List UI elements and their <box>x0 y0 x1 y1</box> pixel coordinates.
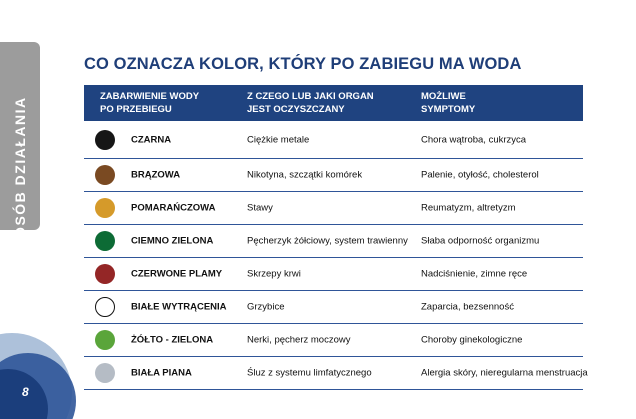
table-row <box>84 291 583 324</box>
table-body <box>84 121 588 390</box>
organ-cell: Śluz z systemu limfatycznego <box>247 367 372 379</box>
color-name: CZERWONE PLAMY <box>131 268 223 280</box>
table-row <box>84 225 583 258</box>
color-name: ŻÓŁTO - ZIELONA <box>131 334 214 346</box>
table-row <box>84 121 583 159</box>
organ-cell: Ciężkie metale <box>247 134 310 145</box>
sidebar-label: SPOSÓB DZIAŁANIA <box>12 96 28 260</box>
table-row <box>84 159 583 192</box>
symptoms-cell: Choroby ginekologiczne <box>421 334 523 346</box>
color-name: CZARNA <box>131 134 172 145</box>
color-name: BIAŁA PIANA <box>131 367 192 379</box>
symptoms-cell: Alergia skóry, nieregularna menstruacja <box>421 367 588 379</box>
color-swatch-icon <box>95 297 115 317</box>
table-row <box>84 324 583 357</box>
organ-cell: Nerki, pęcherz moczowy <box>247 334 351 346</box>
sidebar-tab <box>0 42 40 260</box>
table-row <box>84 357 588 390</box>
organ-cell: Grzybice <box>247 301 285 313</box>
symptoms-cell: Chora wątroba, cukrzyca <box>421 134 527 145</box>
color-name: CIEMNO ZIELONA <box>131 235 214 247</box>
table-row <box>84 192 583 225</box>
color-swatch-icon <box>95 165 115 185</box>
color-name: BRĄZOWA <box>131 169 181 181</box>
symptoms-cell: Słaba odporność organizmu <box>421 235 540 247</box>
color-swatch-icon <box>95 264 115 284</box>
organ-cell: Stawy <box>247 202 273 214</box>
organ-cell: Pęcherzyk żółciowy, system trawienny <box>247 235 408 247</box>
color-name: BIAŁE WYTRĄCENIA <box>131 301 227 313</box>
color-swatch-icon <box>95 130 115 150</box>
organ-cell: Nikotyna, szczątki komórek <box>247 169 363 181</box>
organ-cell: Skrzepy krwi <box>247 268 301 280</box>
color-swatch-icon <box>95 198 115 218</box>
color-swatch-icon <box>95 363 115 383</box>
header-organ: Z CZEGO LUB JAKI ORGAN JEST OCZYSZCZANY <box>247 91 374 115</box>
symptoms-cell: Nadciśnienie, zimne ręce <box>421 268 528 280</box>
color-swatch-icon <box>95 330 115 350</box>
table-header <box>84 85 583 121</box>
symptoms-cell: Reumatyzm, altretyzm <box>421 202 516 214</box>
header-color: ZABARWIENIE WODY PO PRZEBIEGU <box>100 91 200 115</box>
color-name: POMARAŃCZOWA <box>131 202 216 214</box>
page-title: CO OZNACZA KOLOR, KTÓRY PO ZABIEGU MA WODA <box>84 55 522 73</box>
header-symptoms: MOŻLIWE SYMPTOMY <box>421 91 476 115</box>
table-row <box>84 258 583 291</box>
color-swatch-icon <box>95 231 115 251</box>
color-table <box>84 85 588 390</box>
symptoms-cell: Palenie, otyłość, cholesterol <box>421 169 539 181</box>
symptoms-cell: Zaparcia, bezsenność <box>421 301 514 313</box>
page-number: 8 <box>22 385 29 399</box>
